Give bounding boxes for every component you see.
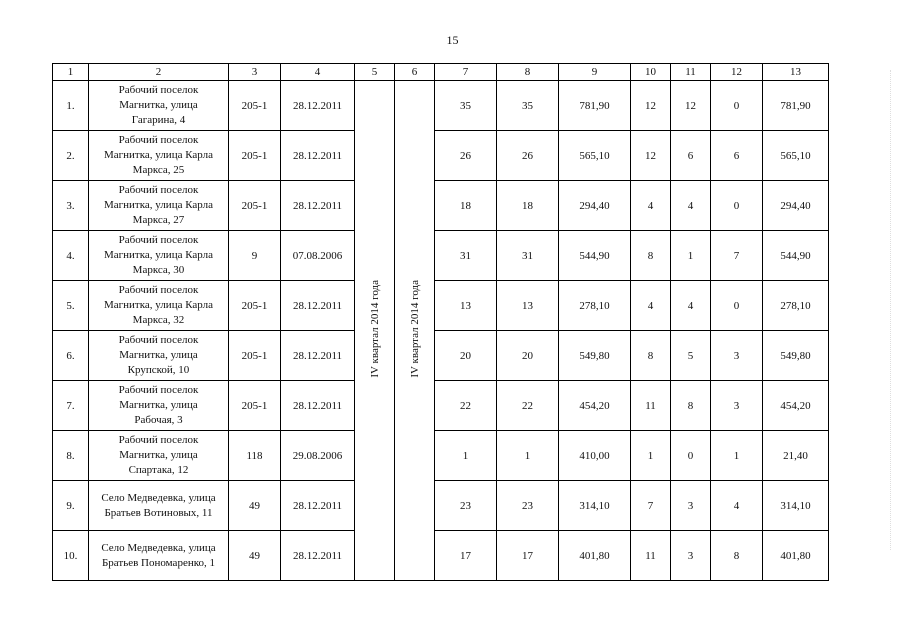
address-line: Рабочий поселок bbox=[118, 184, 199, 196]
period-text: IV квартал 2014 года bbox=[368, 280, 381, 378]
address-cell bbox=[89, 431, 229, 481]
value-cell-c10: 11 bbox=[631, 381, 671, 431]
document-number-cell: 118 bbox=[229, 431, 281, 481]
value-cell-c11: 4 bbox=[671, 281, 711, 331]
value-cell-c11: 6 bbox=[671, 131, 711, 181]
value-cell-c10: 11 bbox=[631, 531, 671, 581]
address-cell bbox=[89, 531, 229, 581]
value-cell-c11: 5 bbox=[671, 331, 711, 381]
address-cell bbox=[89, 381, 229, 431]
document-number-cell: 9 bbox=[229, 231, 281, 281]
value-cell-c8: 13 bbox=[497, 281, 559, 331]
date-cell: 28.12.2011 bbox=[281, 531, 355, 581]
col-header: 11 bbox=[671, 64, 711, 81]
data-table bbox=[52, 63, 829, 581]
value-cell-c8: 18 bbox=[497, 181, 559, 231]
value-cell-c11: 4 bbox=[671, 181, 711, 231]
value-cell-c9: 294,40 bbox=[559, 181, 631, 231]
row-number-cell: 7. bbox=[53, 381, 89, 431]
table-row bbox=[53, 181, 829, 231]
value-cell-c10: 7 bbox=[631, 481, 671, 531]
address-line: Магнитка, улица bbox=[119, 349, 198, 361]
address-line: Магнитка, улица Карла bbox=[103, 149, 214, 161]
value-cell-c11: 3 bbox=[671, 531, 711, 581]
value-cell-c12: 7 bbox=[711, 231, 763, 281]
value-cell-c7: 1 bbox=[435, 431, 497, 481]
table-row bbox=[53, 281, 829, 331]
value-cell-c12: 0 bbox=[711, 81, 763, 131]
value-cell-c9: 454,20 bbox=[559, 381, 631, 431]
value-cell-c11: 8 bbox=[671, 381, 711, 431]
value-cell-c9: 278,10 bbox=[559, 281, 631, 331]
row-number-cell: 8. bbox=[53, 431, 89, 481]
value-cell-c13: 278,10 bbox=[763, 281, 829, 331]
value-cell-c12: 0 bbox=[711, 181, 763, 231]
date-cell: 28.12.2011 bbox=[281, 481, 355, 531]
value-cell-c9: 565,10 bbox=[559, 131, 631, 181]
value-cell-c12: 8 bbox=[711, 531, 763, 581]
date-cell: 28.12.2011 bbox=[281, 131, 355, 181]
table-row bbox=[53, 481, 829, 531]
scan-margin-marks bbox=[890, 70, 899, 550]
address-cell bbox=[89, 231, 229, 281]
value-cell-c10: 8 bbox=[631, 231, 671, 281]
document-number-cell: 205-1 bbox=[229, 131, 281, 181]
value-cell-c12: 1 bbox=[711, 431, 763, 481]
value-cell-c12: 0 bbox=[711, 281, 763, 331]
value-cell-c9: 401,80 bbox=[559, 531, 631, 581]
value-cell-c10: 12 bbox=[631, 81, 671, 131]
value-cell-c10: 12 bbox=[631, 131, 671, 181]
col-header: 5 bbox=[355, 64, 395, 81]
date-cell: 29.08.2006 bbox=[281, 431, 355, 481]
address-line: Маркса, 27 bbox=[132, 214, 185, 226]
value-cell-c9: 410,00 bbox=[559, 431, 631, 481]
address-cell bbox=[89, 181, 229, 231]
value-cell-c7: 22 bbox=[435, 381, 497, 431]
value-cell-c11: 12 bbox=[671, 81, 711, 131]
address-line: Магнитка, улица bbox=[119, 399, 198, 411]
address-cell bbox=[89, 81, 229, 131]
value-cell-c13: 454,20 bbox=[763, 381, 829, 431]
col-header: 13 bbox=[763, 64, 829, 81]
col-header: 12 bbox=[711, 64, 763, 81]
col-header: 1 bbox=[53, 64, 89, 81]
period-cell-col6 bbox=[395, 81, 435, 581]
value-cell-c7: 23 bbox=[435, 481, 497, 531]
address-cell bbox=[89, 481, 229, 531]
date-cell: 28.12.2011 bbox=[281, 81, 355, 131]
address-line: Село Медведевка, улица bbox=[101, 491, 216, 504]
value-cell-c8: 26 bbox=[497, 131, 559, 181]
row-number-cell: 5. bbox=[53, 281, 89, 331]
value-cell-c10: 1 bbox=[631, 431, 671, 481]
address-line: Магнитка, улица bbox=[119, 99, 198, 111]
address-line: Рабочий поселок bbox=[118, 84, 199, 96]
address-line: Братьев Пономаренко, 1 bbox=[101, 556, 215, 569]
address-line: Магнитка, улица Карла bbox=[103, 249, 214, 261]
value-cell-c7: 31 bbox=[435, 231, 497, 281]
address-line: Спартака, 12 bbox=[128, 464, 189, 476]
value-cell-c7: 17 bbox=[435, 531, 497, 581]
value-cell-c10: 4 bbox=[631, 281, 671, 331]
document-number-cell: 205-1 bbox=[229, 331, 281, 381]
address-line: Рабочая, 3 bbox=[134, 414, 183, 426]
table-row bbox=[53, 331, 829, 381]
value-cell-c12: 3 bbox=[711, 331, 763, 381]
address-line: Магнитка, улица Карла bbox=[103, 199, 214, 211]
value-cell-c13: 781,90 bbox=[763, 81, 829, 131]
address-line: Братьев Вотиновых, 11 bbox=[104, 506, 213, 519]
table-row bbox=[53, 431, 829, 481]
address-line: Крупской, 10 bbox=[127, 364, 190, 376]
address-line: Магнитка, улица Карла bbox=[103, 299, 214, 311]
value-cell-c7: 13 bbox=[435, 281, 497, 331]
page-number: 15 bbox=[446, 33, 459, 47]
address-line: Маркса, 30 bbox=[132, 264, 185, 276]
table-row bbox=[53, 231, 829, 281]
address-line: Рабочий поселок bbox=[118, 284, 199, 296]
value-cell-c11: 1 bbox=[671, 231, 711, 281]
col-header: 7 bbox=[435, 64, 497, 81]
document-number-cell: 205-1 bbox=[229, 381, 281, 431]
row-number-cell: 1. bbox=[53, 81, 89, 131]
address-line: Маркса, 25 bbox=[132, 164, 185, 176]
row-number-cell: 3. bbox=[53, 181, 89, 231]
value-cell-c7: 20 bbox=[435, 331, 497, 381]
value-cell-c7: 26 bbox=[435, 131, 497, 181]
col-header: 2 bbox=[89, 64, 229, 81]
col-header: 6 bbox=[395, 64, 435, 81]
table-row bbox=[53, 81, 829, 131]
value-cell-c13: 565,10 bbox=[763, 131, 829, 181]
value-cell-c12: 3 bbox=[711, 381, 763, 431]
value-cell-c7: 18 bbox=[435, 181, 497, 231]
col-header: 8 bbox=[497, 64, 559, 81]
address-line: Рабочий поселок bbox=[118, 334, 199, 346]
document-number-cell: 205-1 bbox=[229, 281, 281, 331]
address-cell bbox=[89, 131, 229, 181]
document-number-cell: 49 bbox=[229, 481, 281, 531]
value-cell-c9: 314,10 bbox=[559, 481, 631, 531]
address-line: Гагарина, 4 bbox=[131, 114, 186, 126]
value-cell-c10: 4 bbox=[631, 181, 671, 231]
col-header: 3 bbox=[229, 64, 281, 81]
value-cell-c8: 22 bbox=[497, 381, 559, 431]
date-cell: 07.08.2006 bbox=[281, 231, 355, 281]
row-number-cell: 2. bbox=[53, 131, 89, 181]
value-cell-c10: 8 bbox=[631, 331, 671, 381]
address-line: Рабочий поселок bbox=[118, 134, 199, 146]
value-cell-c7: 35 bbox=[435, 81, 497, 131]
address-cell bbox=[89, 331, 229, 381]
value-cell-c8: 35 bbox=[497, 81, 559, 131]
value-cell-c9: 544,90 bbox=[559, 231, 631, 281]
row-number-cell: 4. bbox=[53, 231, 89, 281]
value-cell-c13: 294,40 bbox=[763, 181, 829, 231]
col-header: 9 bbox=[559, 64, 631, 81]
value-cell-c13: 401,80 bbox=[763, 531, 829, 581]
address-line: Рабочий поселок bbox=[118, 384, 199, 396]
col-header: 4 bbox=[281, 64, 355, 81]
date-cell: 28.12.2011 bbox=[281, 331, 355, 381]
row-number-cell: 9. bbox=[53, 481, 89, 531]
value-cell-c11: 0 bbox=[671, 431, 711, 481]
period-text: IV квартал 2014 года bbox=[408, 280, 421, 378]
address-line: Магнитка, улица bbox=[119, 449, 198, 461]
period-cell-col5 bbox=[355, 81, 395, 581]
value-cell-c12: 4 bbox=[711, 481, 763, 531]
value-cell-c8: 20 bbox=[497, 331, 559, 381]
date-cell: 28.12.2011 bbox=[281, 281, 355, 331]
value-cell-c13: 549,80 bbox=[763, 331, 829, 381]
value-cell-c12: 6 bbox=[711, 131, 763, 181]
address-line: Маркса, 32 bbox=[132, 314, 185, 326]
table-row bbox=[53, 531, 829, 581]
header-row bbox=[53, 64, 829, 81]
value-cell-c8: 1 bbox=[497, 431, 559, 481]
row-number-cell: 6. bbox=[53, 331, 89, 381]
document-number-cell: 205-1 bbox=[229, 81, 281, 131]
value-cell-c9: 781,90 bbox=[559, 81, 631, 131]
value-cell-c8: 23 bbox=[497, 481, 559, 531]
col-header: 10 bbox=[631, 64, 671, 81]
document-number-cell: 49 bbox=[229, 531, 281, 581]
value-cell-c11: 3 bbox=[671, 481, 711, 531]
value-cell-c13: 314,10 bbox=[763, 481, 829, 531]
value-cell-c13: 544,90 bbox=[763, 231, 829, 281]
address-cell bbox=[89, 281, 229, 331]
row-number-cell: 10. bbox=[53, 531, 89, 581]
table-row bbox=[53, 381, 829, 431]
address-line: Рабочий поселок bbox=[118, 434, 199, 446]
date-cell: 28.12.2011 bbox=[281, 181, 355, 231]
date-cell: 28.12.2011 bbox=[281, 381, 355, 431]
value-cell-c8: 17 bbox=[497, 531, 559, 581]
value-cell-c8: 31 bbox=[497, 231, 559, 281]
value-cell-c13: 21,40 bbox=[763, 431, 829, 481]
address-line: Село Медведевка, улица bbox=[101, 541, 216, 554]
address-line: Рабочий поселок bbox=[118, 234, 199, 246]
document-number-cell: 205-1 bbox=[229, 181, 281, 231]
value-cell-c9: 549,80 bbox=[559, 331, 631, 381]
table-row bbox=[53, 131, 829, 181]
